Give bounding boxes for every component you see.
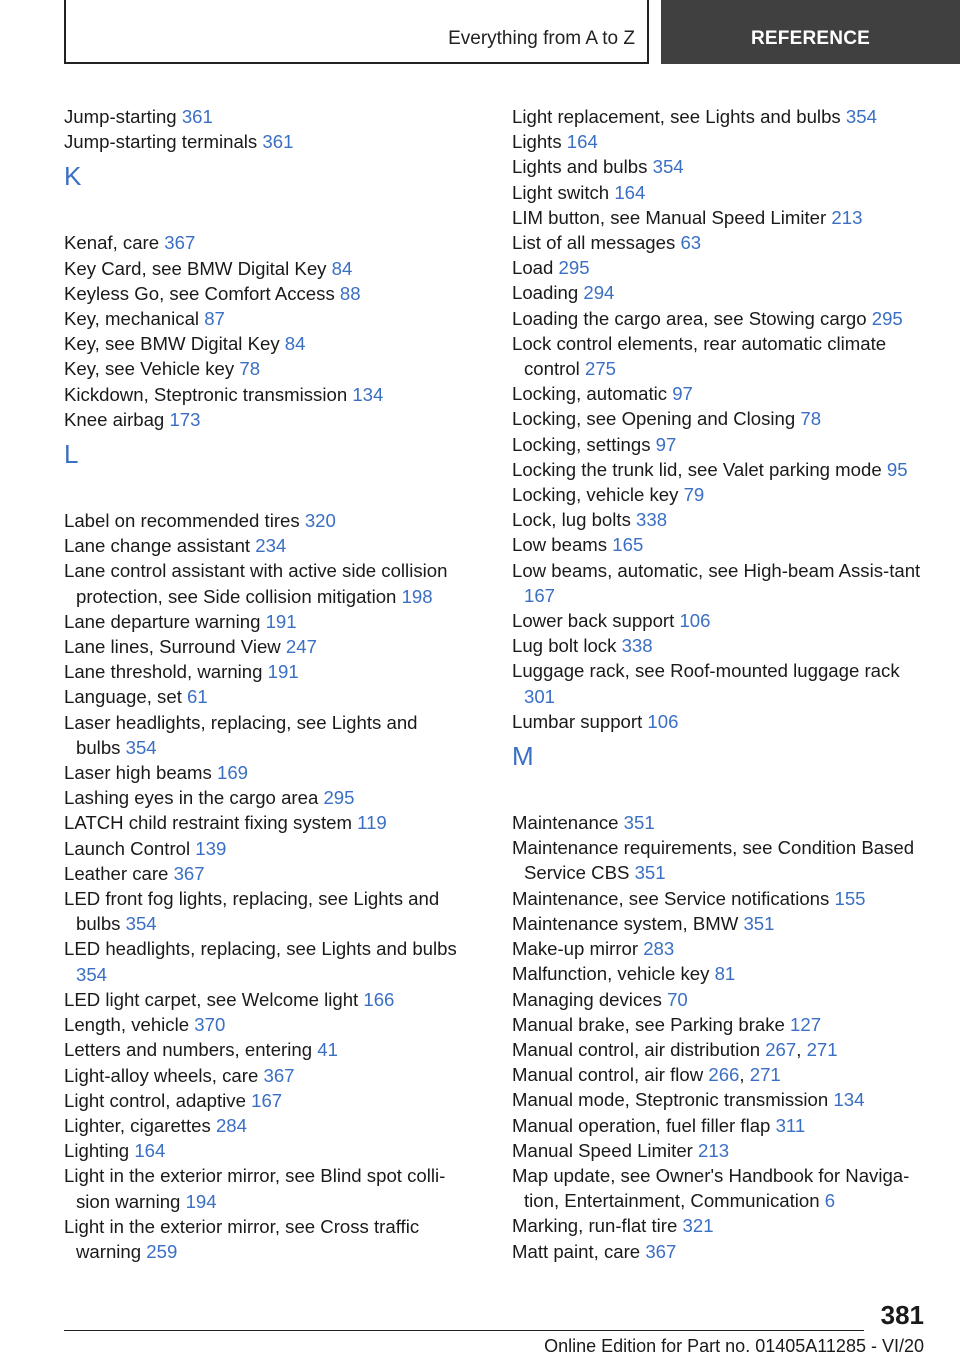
index-entry: [64, 558, 464, 608]
index-term: Lighting: [64, 1140, 130, 1162]
page-reference-link[interactable]: 354: [125, 913, 157, 935]
index-term: Locking, automatic: [512, 383, 668, 405]
page-reference-link[interactable]: 267: [765, 1038, 797, 1060]
index-entry: [64, 407, 464, 432]
index-term: Jump-starting terminals: [64, 131, 258, 153]
index-entry: [64, 936, 464, 986]
page-reference-link[interactable]: 351: [623, 812, 655, 834]
index-entry: [64, 1012, 464, 1037]
page-reference-link[interactable]: 194: [185, 1190, 217, 1212]
index-term: Marking, run-flat tire: [512, 1215, 678, 1237]
index-term: Lug bolt lock: [512, 635, 617, 657]
index-entry: [64, 1138, 464, 1163]
index-entry: [64, 382, 464, 407]
page-reference-link[interactable]: 84: [331, 257, 353, 279]
page-reference-link[interactable]: 95: [886, 458, 908, 480]
page-reference-link[interactable]: 234: [255, 535, 287, 557]
page-reference-link[interactable]: 361: [181, 106, 213, 127]
index-entry: [512, 1138, 932, 1163]
index-term: Low beams: [512, 534, 608, 556]
index-entry: [512, 1087, 932, 1112]
index-term: Kickdown, Steptronic transmission: [64, 383, 348, 405]
page-reference-link[interactable]: 164: [566, 131, 598, 153]
index-entry: [512, 1113, 932, 1138]
page-reference-link[interactable]: 284: [215, 1114, 247, 1136]
index-column-right: [512, 104, 932, 1264]
page-reference-link[interactable]: 155: [834, 887, 866, 909]
index-entry: [512, 1163, 932, 1213]
index-term: Lashing eyes in the cargo area: [64, 787, 319, 809]
index-entry: [64, 861, 464, 886]
index-entry: [512, 482, 932, 507]
page-reference-link[interactable]: 311: [775, 1114, 806, 1136]
index-entry: [512, 886, 932, 911]
page-header: [0, 0, 960, 66]
index-entry: [512, 507, 932, 532]
index-entry: [512, 406, 932, 431]
page-reference-link[interactable]: 271: [806, 1038, 838, 1060]
index-entry: [512, 331, 932, 381]
page-reference-link[interactable]: 70: [667, 988, 688, 1010]
footer-divider: [64, 1330, 864, 1331]
index-term: Knee airbag: [64, 408, 165, 430]
index-term: Loading the cargo area, see Stowing cargo: [512, 307, 867, 329]
index-entry: [64, 1113, 464, 1138]
index-entry: [64, 1037, 464, 1062]
index-term: Lane lines, Surround View: [64, 636, 281, 658]
index-term: Key, see BMW Digital Key: [64, 333, 280, 355]
index-term: Laser high beams: [64, 762, 212, 784]
index-entry: Manual control, air distribution 267, 271: [512, 1038, 838, 1060]
page-reference-link[interactable]: 247: [285, 636, 317, 658]
index-entry: [64, 810, 464, 835]
page-reference-link[interactable]: 338: [621, 635, 653, 657]
index-entry: [512, 432, 932, 457]
index-entry: [512, 532, 932, 557]
index-term: Label on recommended tires: [64, 510, 300, 532]
page-reference-link[interactable]: 97: [655, 433, 677, 455]
index-entry: [64, 306, 464, 331]
index-term: LED light carpet, see Welcome light: [64, 988, 359, 1010]
page-reference-link[interactable]: 169: [216, 762, 249, 784]
index-entry: [64, 710, 464, 760]
index-term: Load: [512, 257, 554, 279]
page-reference-link[interactable]: 164: [614, 181, 646, 203]
index-term: Matt paint, care: [512, 1240, 641, 1262]
page-reference-link[interactable]: 271: [749, 1064, 781, 1086]
page-reference-link[interactable]: 275: [584, 358, 617, 380]
page-reference-link[interactable]: 106: [647, 710, 679, 732]
index-entry: [64, 659, 464, 684]
index-entry: [64, 256, 464, 281]
index-entry: [64, 104, 464, 129]
index-term: Lights: [512, 131, 562, 153]
index-entry: [512, 230, 932, 255]
page-reference-link[interactable]: 119: [357, 812, 387, 834]
index-term: Make-up mirror: [512, 938, 639, 960]
index-term: Letters and numbers, entering: [64, 1039, 313, 1061]
index-term: Locking, vehicle key: [512, 484, 679, 506]
page-reference-link[interactable]: 213: [831, 206, 863, 228]
index-term: Lock, lug bolts: [512, 509, 631, 531]
page-reference-link[interactable]: 354: [845, 106, 877, 127]
index-entry: [512, 255, 932, 280]
index-term: Managing devices: [512, 988, 662, 1010]
index-term: Light control, adaptive: [64, 1089, 246, 1111]
index-term: Locking, see Opening and Closing: [512, 408, 796, 430]
page-reference-link[interactable]: 139: [195, 837, 227, 859]
index-entry: [64, 230, 464, 255]
index-entry: [64, 684, 464, 709]
index-term: Luggage rack, see Roof-mounted luggage rack: [512, 660, 900, 682]
page-reference-link[interactable]: 106: [679, 610, 711, 632]
page-reference-link[interactable]: 295: [323, 787, 355, 809]
page-reference-link[interactable]: 61: [187, 686, 208, 708]
index-term: Lighter, cigarettes: [64, 1114, 211, 1136]
page-reference-link[interactable]: 173: [169, 408, 201, 430]
page-reference-link[interactable]: 266: [708, 1064, 740, 1086]
index-entry: [64, 836, 464, 861]
index-term: LED headlights, replacing, see Lights and bulbs: [64, 938, 457, 960]
index-entry: [512, 658, 932, 708]
page-reference-link[interactable]: 165: [612, 534, 644, 556]
index-term: List of all messages: [512, 232, 676, 254]
index-term: Manual operation, fuel filler flap: [512, 1114, 771, 1136]
page-reference-link[interactable]: 259: [146, 1240, 178, 1262]
index-entry: [64, 1163, 464, 1213]
index-term: Light-alloy wheels, care: [64, 1064, 259, 1086]
page-reference-link[interactable]: 41: [317, 1039, 338, 1061]
index-entry: [512, 180, 932, 205]
page-reference-link[interactable]: 351: [743, 912, 775, 934]
index-term: Manual brake, see Parking brake: [512, 1013, 785, 1035]
index-letter-heading: K: [64, 161, 82, 192]
index-term: Light in the exterior mirror, see Cross traffic warning: [64, 1215, 420, 1262]
page-reference-link[interactable]: 213: [698, 1139, 730, 1161]
index-term: Key, see Vehicle key: [64, 358, 235, 380]
index-entry: [512, 1012, 932, 1037]
index-entry: [512, 205, 932, 230]
index-entry: [64, 785, 464, 810]
page-reference-link[interactable]: 78: [239, 358, 261, 380]
index-entry: [512, 1239, 932, 1264]
index-entry: [512, 987, 932, 1012]
page-reference-link[interactable]: 167: [524, 584, 556, 606]
page-reference-link[interactable]: 97: [672, 383, 693, 405]
index-term: Language, set: [64, 686, 182, 708]
index-term: Launch Control: [64, 837, 191, 859]
index-term: Malfunction, vehicle key: [512, 963, 710, 985]
index-entry: [512, 810, 932, 835]
page-reference-link[interactable]: 367: [645, 1240, 677, 1262]
page-reference-link[interactable]: 283: [643, 938, 675, 960]
page-reference-link[interactable]: 370: [194, 1014, 226, 1036]
index-term: Manual mode, Steptronic transmission: [512, 1089, 829, 1111]
index-entry: [64, 886, 464, 936]
page-reference-link[interactable]: 295: [871, 307, 903, 329]
page-reference-link[interactable]: 134: [352, 383, 384, 405]
index-term: LED front fog lights, replacing, see Lights and bulbs: [64, 888, 440, 935]
index-entry: [512, 608, 932, 633]
page-reference-link[interactable]: 81: [714, 963, 736, 985]
page-reference-link[interactable]: 63: [680, 232, 702, 254]
page-reference-link[interactable]: 6: [824, 1190, 836, 1212]
page-number: 381: [880, 1300, 924, 1330]
page-reference-link[interactable]: 198: [401, 585, 433, 607]
index-entry: [64, 760, 464, 785]
index-entry: [64, 634, 464, 659]
index-entry: [64, 331, 464, 356]
page-reference-link[interactable]: 79: [683, 484, 705, 506]
index-entry: [512, 306, 932, 331]
index-entry: [512, 381, 932, 406]
index-term: Manual control, air flow: [512, 1064, 704, 1086]
index-letter-heading: L: [64, 439, 79, 470]
page-reference-link[interactable]: 167: [251, 1089, 283, 1111]
index-term: Manual Speed Limiter: [512, 1139, 693, 1161]
index-term: Jump-starting: [64, 106, 177, 127]
index-term: Locking, settings: [512, 433, 651, 455]
page-reference-link[interactable]: 87: [204, 308, 225, 330]
index-term: Light replacement, see Lights and bulbs: [512, 106, 841, 127]
page-reference-link[interactable]: 367: [263, 1064, 295, 1086]
index-term: Length, vehicle: [64, 1014, 190, 1036]
index-term: Lane departure warning: [64, 610, 261, 632]
index-term: Maintenance: [512, 812, 619, 834]
index-term: Key Card, see BMW Digital Key: [64, 257, 327, 279]
index-entry: [512, 154, 932, 179]
index-entry: [512, 709, 932, 734]
page-reference-link[interactable]: 88: [339, 282, 361, 304]
index-entry: [64, 281, 464, 306]
index-entry: [512, 936, 932, 961]
index-term: Maintenance system, BMW: [512, 912, 739, 934]
index-term: LATCH child restraint fixing system: [64, 812, 352, 834]
index-term: Key, mechanical: [64, 308, 200, 330]
index-term: Lumbar support: [512, 710, 643, 732]
page-reference-link[interactable]: 321: [682, 1215, 714, 1237]
page-reference-link[interactable]: 127: [790, 1013, 822, 1035]
chapter-tab: REFERENCE: [661, 0, 960, 64]
index-entry: [512, 104, 932, 129]
index-term: Lights and bulbs: [512, 156, 648, 178]
page-reference-link[interactable]: 301: [524, 685, 556, 707]
index-term: Leather care: [64, 862, 169, 884]
index-entry: [64, 129, 464, 154]
page-reference-link[interactable]: 191: [267, 661, 299, 683]
page-reference-link[interactable]: 351: [634, 862, 666, 884]
index-term: Keyless Go, see Comfort Access: [64, 282, 335, 304]
page-reference-link[interactable]: 164: [134, 1140, 166, 1162]
page-reference-link[interactable]: 361: [262, 131, 294, 153]
index-entry: [64, 508, 464, 533]
index-entry: [64, 356, 464, 381]
index-entry: [512, 457, 932, 482]
index-entry: [512, 280, 932, 305]
index-entry: [512, 633, 932, 658]
index-entry: Manual control, air flow 266, 271: [512, 1064, 781, 1086]
index-term: Maintenance, see Service notifications: [512, 887, 830, 909]
index-term: Lock control elements, rear automatic climate control: [512, 332, 887, 380]
index-letter-heading: M: [512, 741, 534, 772]
page-reference-link[interactable]: 166: [363, 988, 395, 1010]
page-reference-link[interactable]: 367: [173, 862, 205, 884]
index-term: Laser headlights, replacing, see Lights and bulbs: [64, 711, 418, 758]
index-term: Maintenance requirements, see Condition Based Service CBS: [512, 837, 915, 884]
index-entry: [512, 911, 932, 936]
index-entry: [512, 129, 932, 154]
index-entry: [512, 1213, 932, 1238]
page-reference-link[interactable]: 295: [558, 257, 590, 279]
index-entry: [64, 533, 464, 558]
page-reference-link[interactable]: 354: [125, 736, 157, 758]
index-term: LIM button, see Manual Speed Limiter: [512, 206, 827, 228]
page-reference-link[interactable]: 338: [636, 509, 668, 531]
index-term: Low beams, automatic, see High-beam Assis-tant: [512, 559, 921, 581]
page-reference-link[interactable]: 84: [284, 333, 306, 355]
index-term: Lane threshold, warning: [64, 661, 263, 683]
index-entry: [64, 1063, 464, 1088]
index-entry: [64, 987, 464, 1012]
index-entry: [64, 1088, 464, 1113]
page-reference-link[interactable]: 367: [164, 232, 196, 254]
index-term: Loading: [512, 282, 579, 304]
page-reference-link[interactable]: 354: [76, 963, 108, 985]
index-term: Light in the exterior mirror, see Blind spot colli-sion warning: [64, 1165, 446, 1212]
page-reference-link[interactable]: 354: [652, 156, 684, 178]
index-entry: [512, 558, 932, 608]
section-header-box: [64, 0, 649, 64]
index-term: Lower back support: [512, 610, 675, 632]
index-entry: [512, 961, 932, 986]
index-term: Kenaf, care: [64, 232, 160, 254]
index-term: Lane change assistant: [64, 535, 251, 557]
page-reference-link[interactable]: 78: [800, 408, 822, 430]
index-term: Map update, see Owner's Handbook for Naviga-tion, Entertainment, Communication: [512, 1164, 910, 1212]
edition-note: Online Edition for Part no. 01405A11285 - VI/20: [544, 1336, 924, 1356]
index-entry: [64, 1214, 464, 1264]
page-reference-link[interactable]: 134: [833, 1089, 865, 1111]
index-entry: [64, 609, 464, 634]
index-entry: [512, 835, 932, 885]
page-reference-link[interactable]: 294: [583, 282, 615, 304]
page-reference-link[interactable]: 191: [265, 610, 297, 632]
index-term: Manual control, air distribution: [512, 1038, 761, 1060]
index-column-left: [64, 104, 464, 1264]
page-reference-link[interactable]: 320: [304, 510, 336, 532]
index-term: Locking the trunk lid, see Valet parking mode: [512, 458, 882, 480]
section-title: Everything from A to Z: [448, 28, 635, 49]
index-term: Lane control assistant with active side collision protection, see Side collision mitigation: [64, 560, 448, 607]
index-term: Light switch: [512, 181, 610, 203]
